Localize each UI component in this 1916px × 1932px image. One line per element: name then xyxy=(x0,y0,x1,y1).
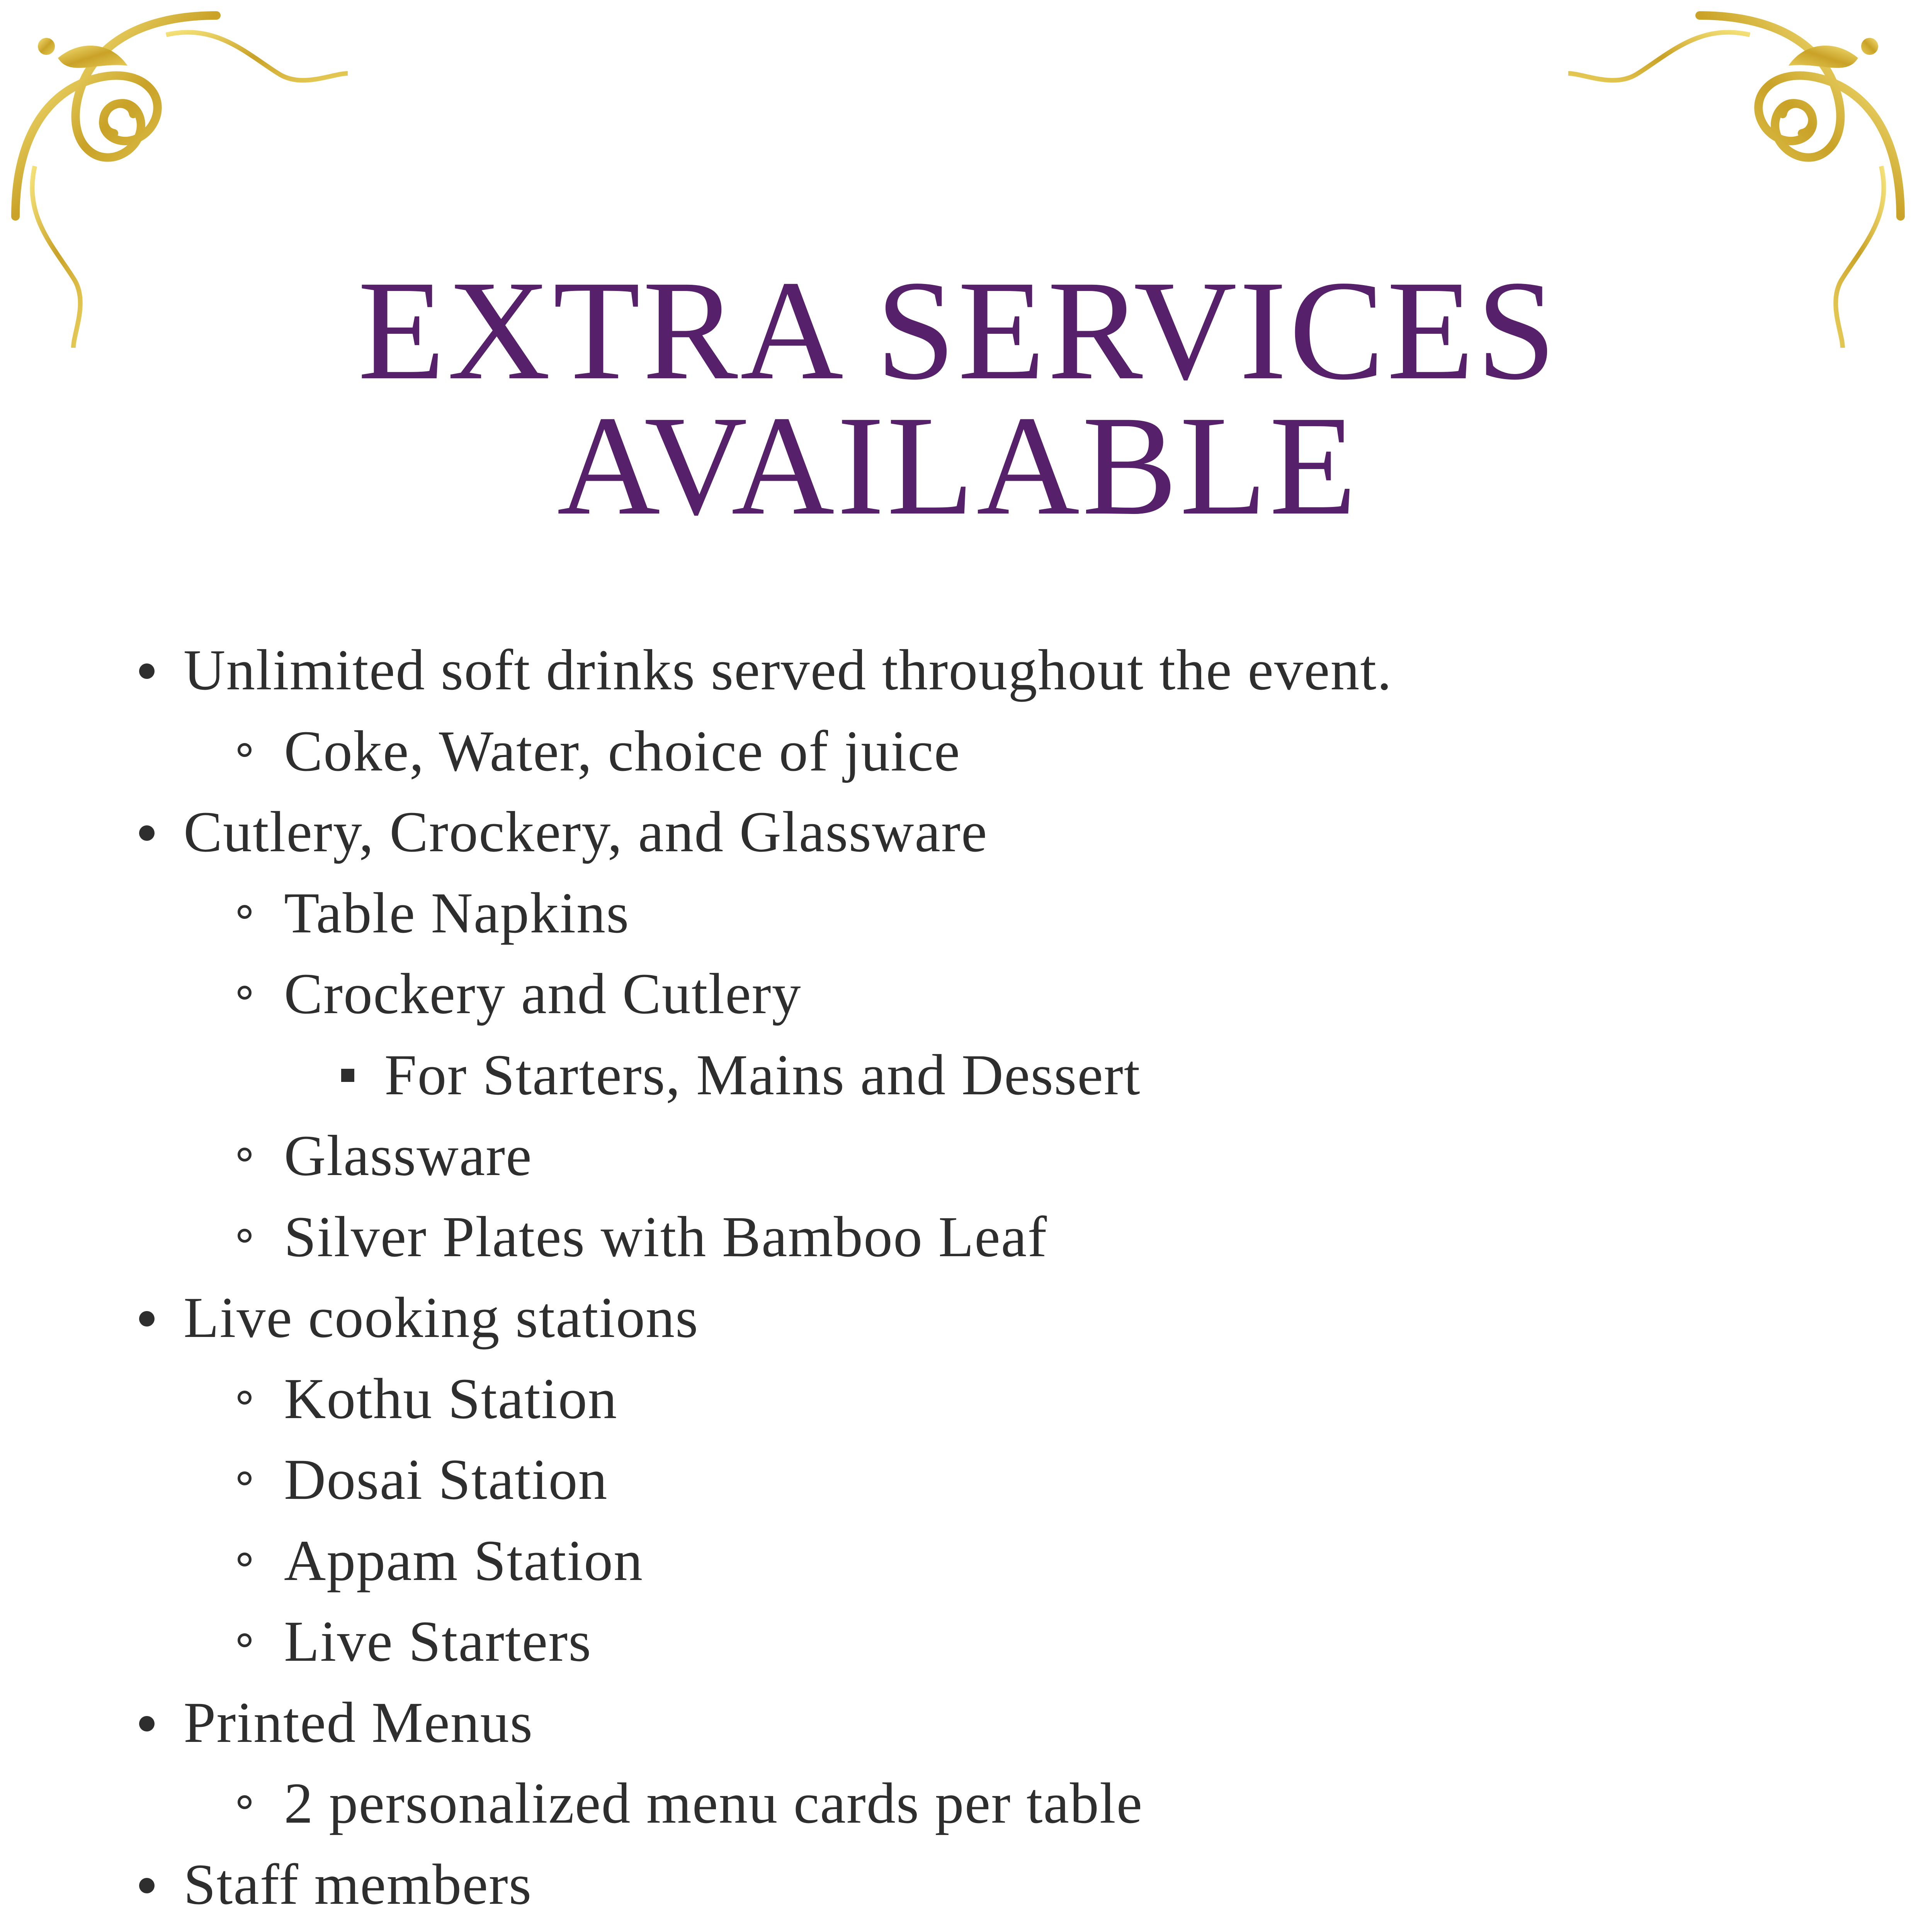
list-item-text xyxy=(284,1925,673,1932)
list-item-text: Table Napkins xyxy=(284,881,630,945)
bullet-circle-icon xyxy=(238,743,252,757)
list-item-text: Live Starters xyxy=(284,1609,592,1673)
list-item-text: Appam Station xyxy=(284,1528,644,1593)
list-item xyxy=(139,1682,1800,1764)
bullet-circle-icon xyxy=(238,986,252,1000)
list-item-text: Crockery and Cutlery xyxy=(284,962,802,1026)
list-item xyxy=(139,1439,1800,1520)
bullet-circle-icon xyxy=(238,1471,252,1485)
list-item-text: Unlimited soft drinks served throughout the event. xyxy=(184,638,1392,702)
bullet-circle-icon xyxy=(238,1633,252,1647)
list-item-text: Live cooking stations xyxy=(184,1286,699,1350)
list-item-text: Dosai Station xyxy=(284,1447,608,1512)
bullet-circle-icon xyxy=(238,1148,252,1162)
services-list xyxy=(139,630,1800,1932)
list-item-text: Glassware xyxy=(284,1124,532,1188)
list-item xyxy=(139,873,1800,954)
bullet-square-icon xyxy=(341,1069,354,1082)
list-item xyxy=(139,1277,1800,1359)
list-item xyxy=(139,630,1800,711)
list-item-text: Silver Plates with Bamboo Leaf xyxy=(284,1204,1048,1269)
bullet-disc-icon xyxy=(139,825,155,841)
list-item-text: Printed Menus xyxy=(184,1690,534,1755)
bullet-disc-icon xyxy=(139,1311,155,1327)
page-title xyxy=(0,251,1916,545)
list-item xyxy=(139,1035,1800,1116)
list-item-text: Staff members xyxy=(184,1852,532,1917)
list-item xyxy=(139,711,1800,792)
bullet-circle-icon xyxy=(238,1229,252,1243)
list-item xyxy=(139,1763,1800,1844)
list-item xyxy=(139,1844,1800,1925)
bullet-disc-icon xyxy=(139,663,155,679)
list-item xyxy=(139,1601,1800,1682)
list-item xyxy=(139,954,1800,1035)
list-item-text: For Starters, Mains and Dessert xyxy=(384,1043,1141,1107)
bullet-circle-icon xyxy=(238,1795,252,1809)
list-item xyxy=(139,1520,1800,1602)
list-item-text: Coke, Water, choice of juice xyxy=(284,719,961,783)
list-item xyxy=(139,1197,1800,1278)
bullet-circle-icon xyxy=(238,905,252,919)
list-item xyxy=(139,1925,1800,1932)
bullet-disc-icon xyxy=(139,1878,155,1893)
list-item xyxy=(139,1116,1800,1197)
list-item-text: 2 personalized menu cards per table xyxy=(284,1771,1143,1835)
list-item xyxy=(139,1359,1800,1440)
list-item-text: Kothu Station xyxy=(284,1366,618,1431)
bullet-circle-icon xyxy=(238,1553,252,1566)
title-line-1: EXTRA SERVICES xyxy=(357,251,1559,410)
bullet-disc-icon xyxy=(139,1716,155,1731)
bullet-circle-icon xyxy=(238,1391,252,1405)
title-line-2: AVAILABLE xyxy=(557,386,1359,545)
list-item-text: Cutlery, Crockery, and Glassware xyxy=(184,800,988,864)
list-item xyxy=(139,792,1800,873)
